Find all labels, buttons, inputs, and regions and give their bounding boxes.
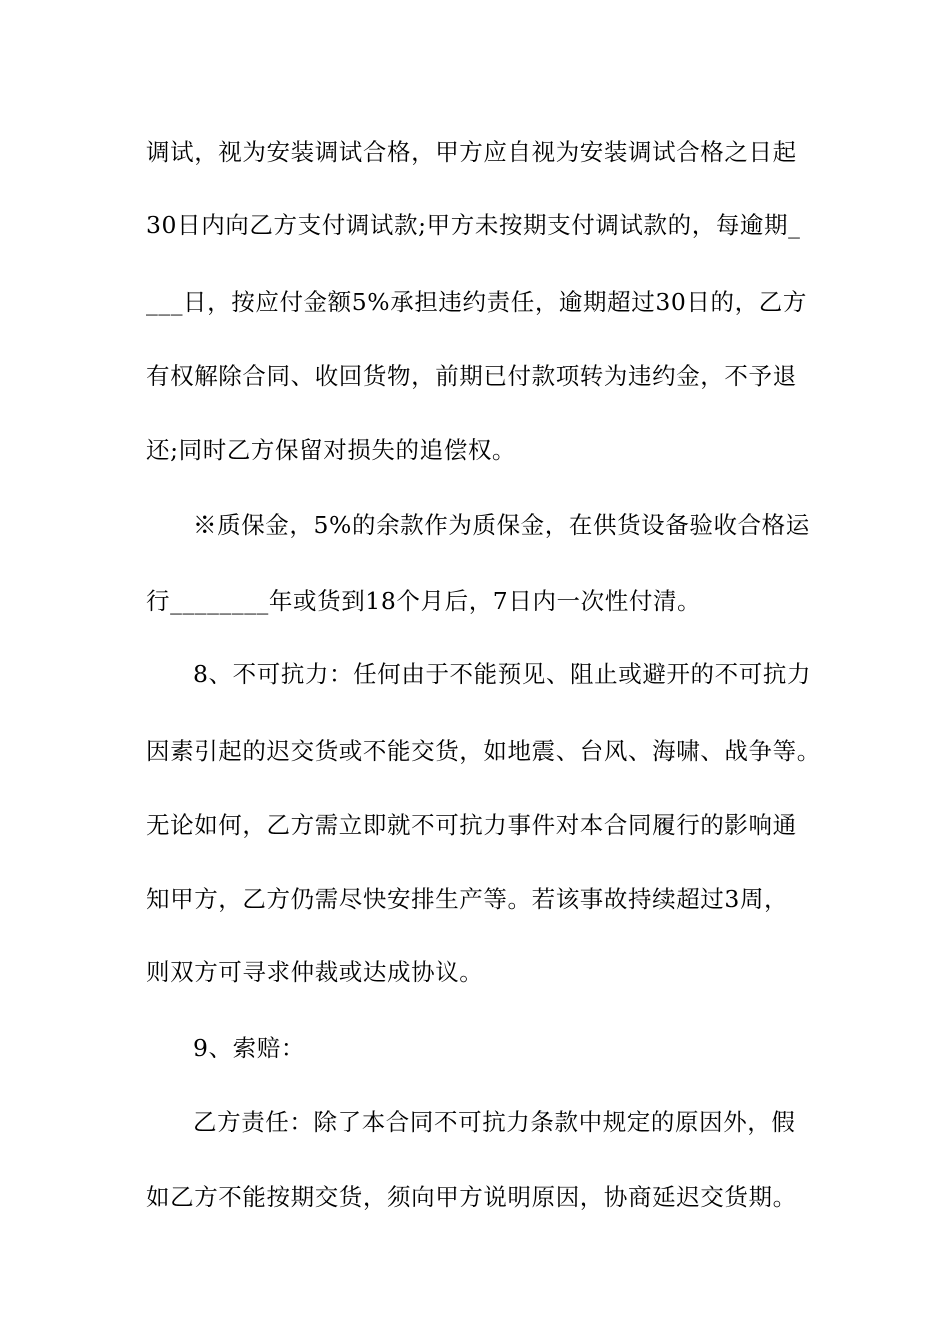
- text-line: 无论如何，乙方需立即就不可抗力事件对本合同履行的影响通: [146, 811, 797, 839]
- text-line: ___日，按应付金额5%承担违约责任，逾期超过30日的，乙方: [146, 288, 807, 316]
- text-line: 还;同时乙方保留对损失的追偿权。: [146, 436, 517, 464]
- text-line: 行________年或货到18个月后，7日内一次性付清。: [146, 587, 702, 615]
- text-line: 有权解除合同、收回货物，前期已付款项转为违约金，不予退: [146, 362, 797, 390]
- text-line: 知甲方，乙方仍需尽快安排生产等。若该事故持续超过3周，: [146, 885, 789, 913]
- text-line: 乙方责任：除了本合同不可抗力条款中规定的原因外，假: [193, 1108, 796, 1136]
- text-line: 调试，视为安装调试合格，甲方应自视为安装调试合格之日起: [146, 138, 797, 166]
- text-line: 9、索赔：: [193, 1034, 305, 1062]
- text-line: ※质保金，5%的余款作为质保金，在供货设备验收合格运: [193, 511, 810, 539]
- text-line: 则双方可寻求仲裁或达成协议。: [146, 958, 484, 986]
- text-line: 如乙方不能按期交货，须向甲方说明原因，协商延迟交货期。: [146, 1183, 797, 1211]
- text-line: 因素引起的迟交货或不能交货，如地震、台风、海啸、战争等。: [146, 737, 821, 765]
- text-line: 30日内向乙方支付调试款;甲方未按期支付调试款的，每逾期_: [146, 211, 801, 239]
- text-line: 8、不可抗力：任何由于不能预见、阻止或避开的不可抗力: [193, 660, 812, 688]
